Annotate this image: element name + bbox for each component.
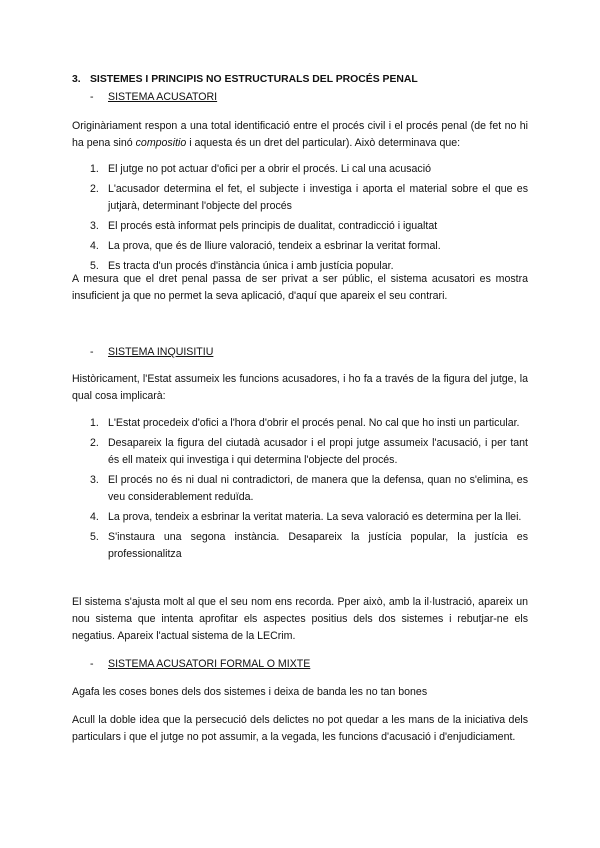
item-text: Desapareix la figura del ciutadà acusador i el propi jutge assumeix l'acusació, i per tant és ell mateix qui investiga i qui determina l'objecte del procés.	[108, 437, 528, 466]
list-item	[72, 161, 528, 178]
list-item	[72, 435, 528, 469]
acusatori-closing: A mesura que el dret penal passa de ser privat a ser públic, el sistema acusatori es mostra insuficient ja que no permet la seva aplicació, d'aquí que apareix el seu contrari.	[72, 273, 528, 302]
item-number: 2.	[90, 437, 99, 449]
bullet-dash: -	[90, 91, 94, 103]
acusatori-list	[72, 161, 528, 278]
mixte-paragraph-1: Agafa les coses bones dels dos sistemes i deixa de banda les no tan bones	[72, 686, 428, 698]
inquisitiu-list	[72, 415, 528, 566]
list-item	[72, 509, 528, 526]
item-text: L'Estat procedeix d'ofici a l'hora d'obrir el procés penal. No cal que ho insti un particular.	[108, 417, 520, 429]
item-text: La prova, tendeix a esbrinar la veritat materia. La seva valoració es determina per la llei.	[108, 511, 522, 523]
mixte-paragraph-2: Acull la doble idea que la persecució dels delictes no pot quedar a les mans de la iniciativa dels particulars i que el jutge no pot assumir, a la vegada, les funcions d'acusació i d'enjudiciament.	[72, 714, 528, 743]
item-number: 3.	[90, 474, 99, 486]
intro-text: Originàriament respon a una total identificació entre el procés civil i el procés penal (de fet no hi ha pena sinó	[72, 120, 528, 149]
list-item	[72, 238, 528, 255]
item-number: 1.	[90, 163, 99, 175]
item-number: 4.	[90, 511, 99, 523]
subheading-inquisitiu	[72, 344, 528, 361]
item-text: El procés està informat pels principis de dualitat, contradicció i igualtat	[108, 220, 438, 232]
intro-italic-term: compositio	[135, 137, 187, 149]
item-number: 2.	[90, 183, 99, 195]
inquisitiu-closing: El sistema s'ajusta molt al que el seu nom ens recorda. Pper això, amb la il·lustració, apareix un nou sistema que intenta aprofitar els aspectes positius dels dos sistemes i rebutjar-ne els negatius. Apareix l'actual sistema de la LECrim.	[72, 596, 528, 642]
item-number: 1.	[90, 417, 99, 429]
section-title: SISTEMES I PRINCIPIS NO ESTRUCTURALS DEL PROCÉS PENAL	[90, 74, 418, 85]
intro-text-end: i aquesta és un dret del particular). Això determinava que:	[186, 137, 461, 149]
item-number: 4.	[90, 240, 99, 252]
item-text: Es tracta d'un procés d'instància única i amb justícia popular.	[108, 260, 394, 272]
bullet-dash: -	[90, 658, 94, 670]
list-item	[72, 415, 528, 432]
list-item	[72, 472, 528, 506]
subheading-title: SISTEMA ACUSATORI	[108, 91, 218, 103]
list-item	[72, 529, 528, 563]
inquisitiu-intro: Històricament, l'Estat assumeix les funcions acusadores, i ho fa a través de la figura del jutge, la qual cosa implicarà:	[72, 373, 528, 402]
list-item	[72, 218, 528, 235]
item-number: 5.	[90, 531, 99, 543]
section-heading	[72, 71, 528, 88]
item-number: 3.	[90, 220, 99, 232]
item-text: S'instaura una segona instància. Desapareix la justícia popular, la justícia es professionalitza	[108, 531, 528, 560]
item-number: 5.	[90, 260, 99, 272]
item-text: La prova, que és de lliure valoració, tendeix a esbrinar la veritat formal.	[108, 240, 441, 252]
subheading-mixte	[72, 656, 528, 673]
subheading-title: SISTEMA ACUSATORI FORMAL O MIXTE	[108, 658, 311, 670]
item-text: El jutge no pot actuar d'ofici per a obrir el procés. Li cal una acusació	[108, 163, 431, 175]
subheading-acusatori	[72, 89, 528, 106]
item-text: L'acusador determina el fet, el subjecte i investiga i aporta el material sobre el que es jutjarà, determinant l'objecte del procés	[108, 183, 528, 212]
item-text: El procés no és ni dual ni contradictori, de manera que la defensa, quan no s'elimina, es veu considerablement reduïda.	[108, 474, 528, 503]
list-item	[72, 181, 528, 215]
subheading-title: SISTEMA INQUISITIU	[108, 346, 214, 358]
section-number: 3.	[72, 74, 81, 85]
bullet-dash: -	[90, 346, 94, 358]
acusatori-intro	[72, 118, 528, 152]
